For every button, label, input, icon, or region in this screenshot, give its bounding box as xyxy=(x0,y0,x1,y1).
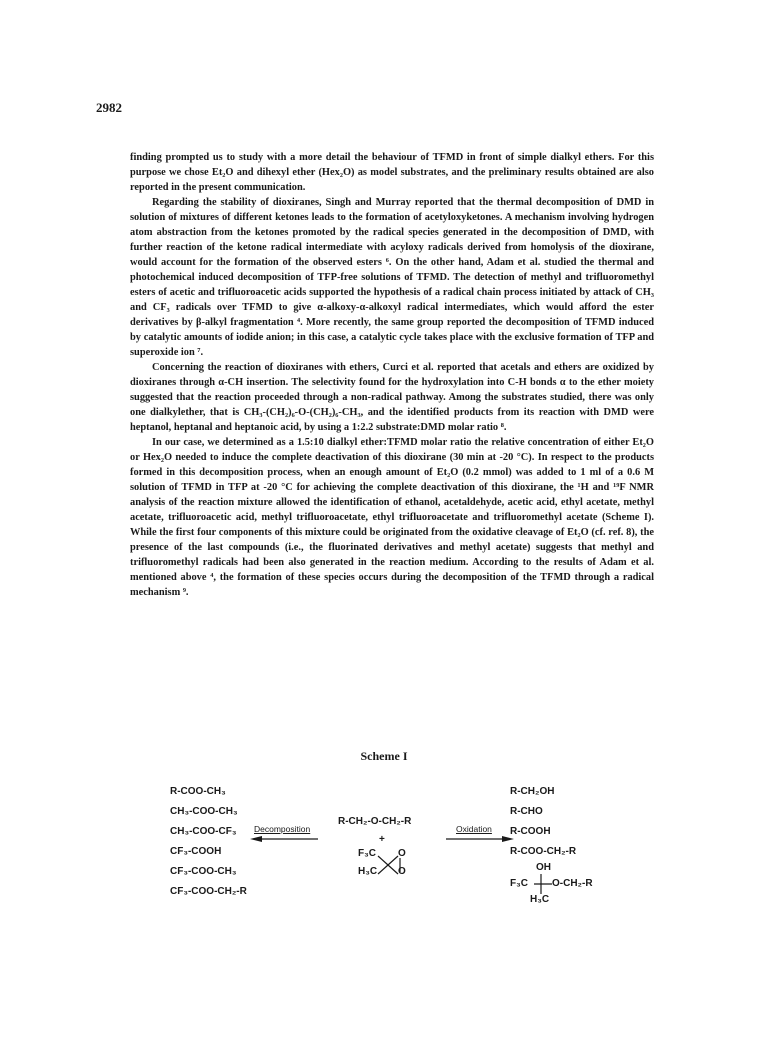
dioxirane-o-top: O xyxy=(398,848,406,859)
hemiketal-chain: O-CH₂-R xyxy=(552,878,593,889)
right-arrow-icon xyxy=(444,834,516,844)
right-product: R-COO-CH₂-R xyxy=(510,846,577,857)
ether-reactant: R-CH₂-O-CH₂-R xyxy=(338,816,412,827)
plus-sign: + xyxy=(379,834,385,845)
left-product: CF₃-COO-CH₂-R xyxy=(170,886,247,897)
body-text xyxy=(130,150,654,600)
hemiketal-bonds-icon xyxy=(532,872,554,896)
right-product: R-COOH xyxy=(510,826,551,837)
paragraph-2: Regarding the stability of dioxiranes, Singh and Murray reported that the thermal decomposition of DMD in solution of mixtures of different ketones leads to the formation of acetyloxyketones. A mechanism involving hydrogen atom abstraction from the ketones promoted by the radical species generated in the decomposition of DMD, with further reaction of the ketone radical intermediate with acyloxy radicals derived from homolysis of the dioxirane, would account for the formation of the observed esters ⁶. On the other hand, Adam et al. studied the thermal and photochemical induced decomposition of TFP-free solutions of TFMD. The detection of methyl and trifluoromethyl esters of acetic and trifluoroacetic acids supported the hypothesis of a radical chain process initiated by attack of CH₃ and CF₃ radicals over TFMD to give α-alkoxy-α-alkoxyl radical intermediates, which would afford the ester derivatives by β-alkyl fragmentation ⁴. More recently, the same group reported the decomposition of TFMD induced by catalytic amounts of iodide anion; in this case, a catalytic cycle takes place with the exclusive formation of TFP and superoxide ion ⁷. xyxy=(130,197,654,358)
left-product: R-COO-CH₃ xyxy=(170,786,226,797)
hemiketal-h3c: H₃C xyxy=(530,894,550,905)
hemiketal-oh: OH xyxy=(536,862,551,873)
left-arrow-icon xyxy=(248,834,320,844)
paragraph-3: Concerning the reaction of dioxiranes with ethers, Curci et al. reported that acetals and ethers are oxidized by dioxiranes through α-CH insertion. The selectivity found for the hydroxylation into C-H bonds α to the ether moiety suggested that the reaction proceeded through a non-radical pathway. Among the substrates studied, there was only one dialkylether, that is CH₃-(CH₂)₆-O-(CH₂)₆-CH₃, and the identified products from its reaction with DMD were heptanol, heptanal and heptanoic acid, by using a 1:2.2 substrate:DMD molar ratio ⁸. xyxy=(130,362,654,433)
paragraph-4: In our case, we determined as a 1.5:10 dialkyl ether:TFMD molar ratio the relative concentration of either Et₂O or Hex₂O needed to induce the complete deactivation of this dioxirane (30 min at -20 °C). In respect to the products formed in this decomposition process, when an enough amount of Et₂O (0.2 mmol) was added to 1 ml of a 0.6 M solution of TFMD in TFP at -20 °C for achieving the complete deactivation of this dioxirane, the ¹H and ¹⁹F NMR analysis of the reaction mixture allowed the identification of ethanol, acetaldehyde, acetic acid, ethyl acetate, methyl acetate, trifluoroacetic acid, methyl trifluoroacetate, ethyl trifluoroacetate and trifluoromethyl acetate (Scheme I). While the first four components of this mixture could be originated from the oxidative cleavage of Et₂O (cf. ref. 8), the presence of the last compounds (i.e., the fluorinated derivatives and methyl acetate) suggests that methyl and trifluoromethyl radicals had been also generated in the reaction medium. According to the results of Adam et al. mentioned above ⁴, the formation of these species occurs during the decomposition of the TFMD through a radical mechanism ⁹. xyxy=(130,437,654,598)
page-number: 2982 xyxy=(96,100,122,115)
paragraph-1: finding prompted us to study with a more detail the behaviour of TFMD in front of simple dialkyl ethers. For this purpose we chose Et₂O and dihexyl ether (Hex₂O) as model substrates, and the preliminary results obtained are also reported in the present communication. xyxy=(130,152,654,193)
decomposition-label: Decomposition xyxy=(254,824,311,834)
dioxirane-bonds-icon xyxy=(376,852,402,880)
left-product: CH₃-COO-CH₃ xyxy=(170,806,238,817)
left-product: CF₃-COOH xyxy=(170,846,222,857)
left-product: CF₃-COO-CH₃ xyxy=(170,866,237,877)
scheme-title: Scheme I xyxy=(360,749,408,763)
dioxirane-f3c: F₃C xyxy=(358,848,376,859)
hemiketal-f3c: F₃C xyxy=(510,878,528,889)
oxidation-label: Oxidation xyxy=(456,824,492,834)
left-product: CH₃-COO-CF₃ xyxy=(170,826,237,837)
dioxirane-h3c: H₃C xyxy=(358,866,378,877)
right-product: R-CH₂OH xyxy=(510,786,555,797)
right-product: R-CHO xyxy=(510,806,543,817)
dioxirane-o-bottom: O xyxy=(398,866,406,877)
